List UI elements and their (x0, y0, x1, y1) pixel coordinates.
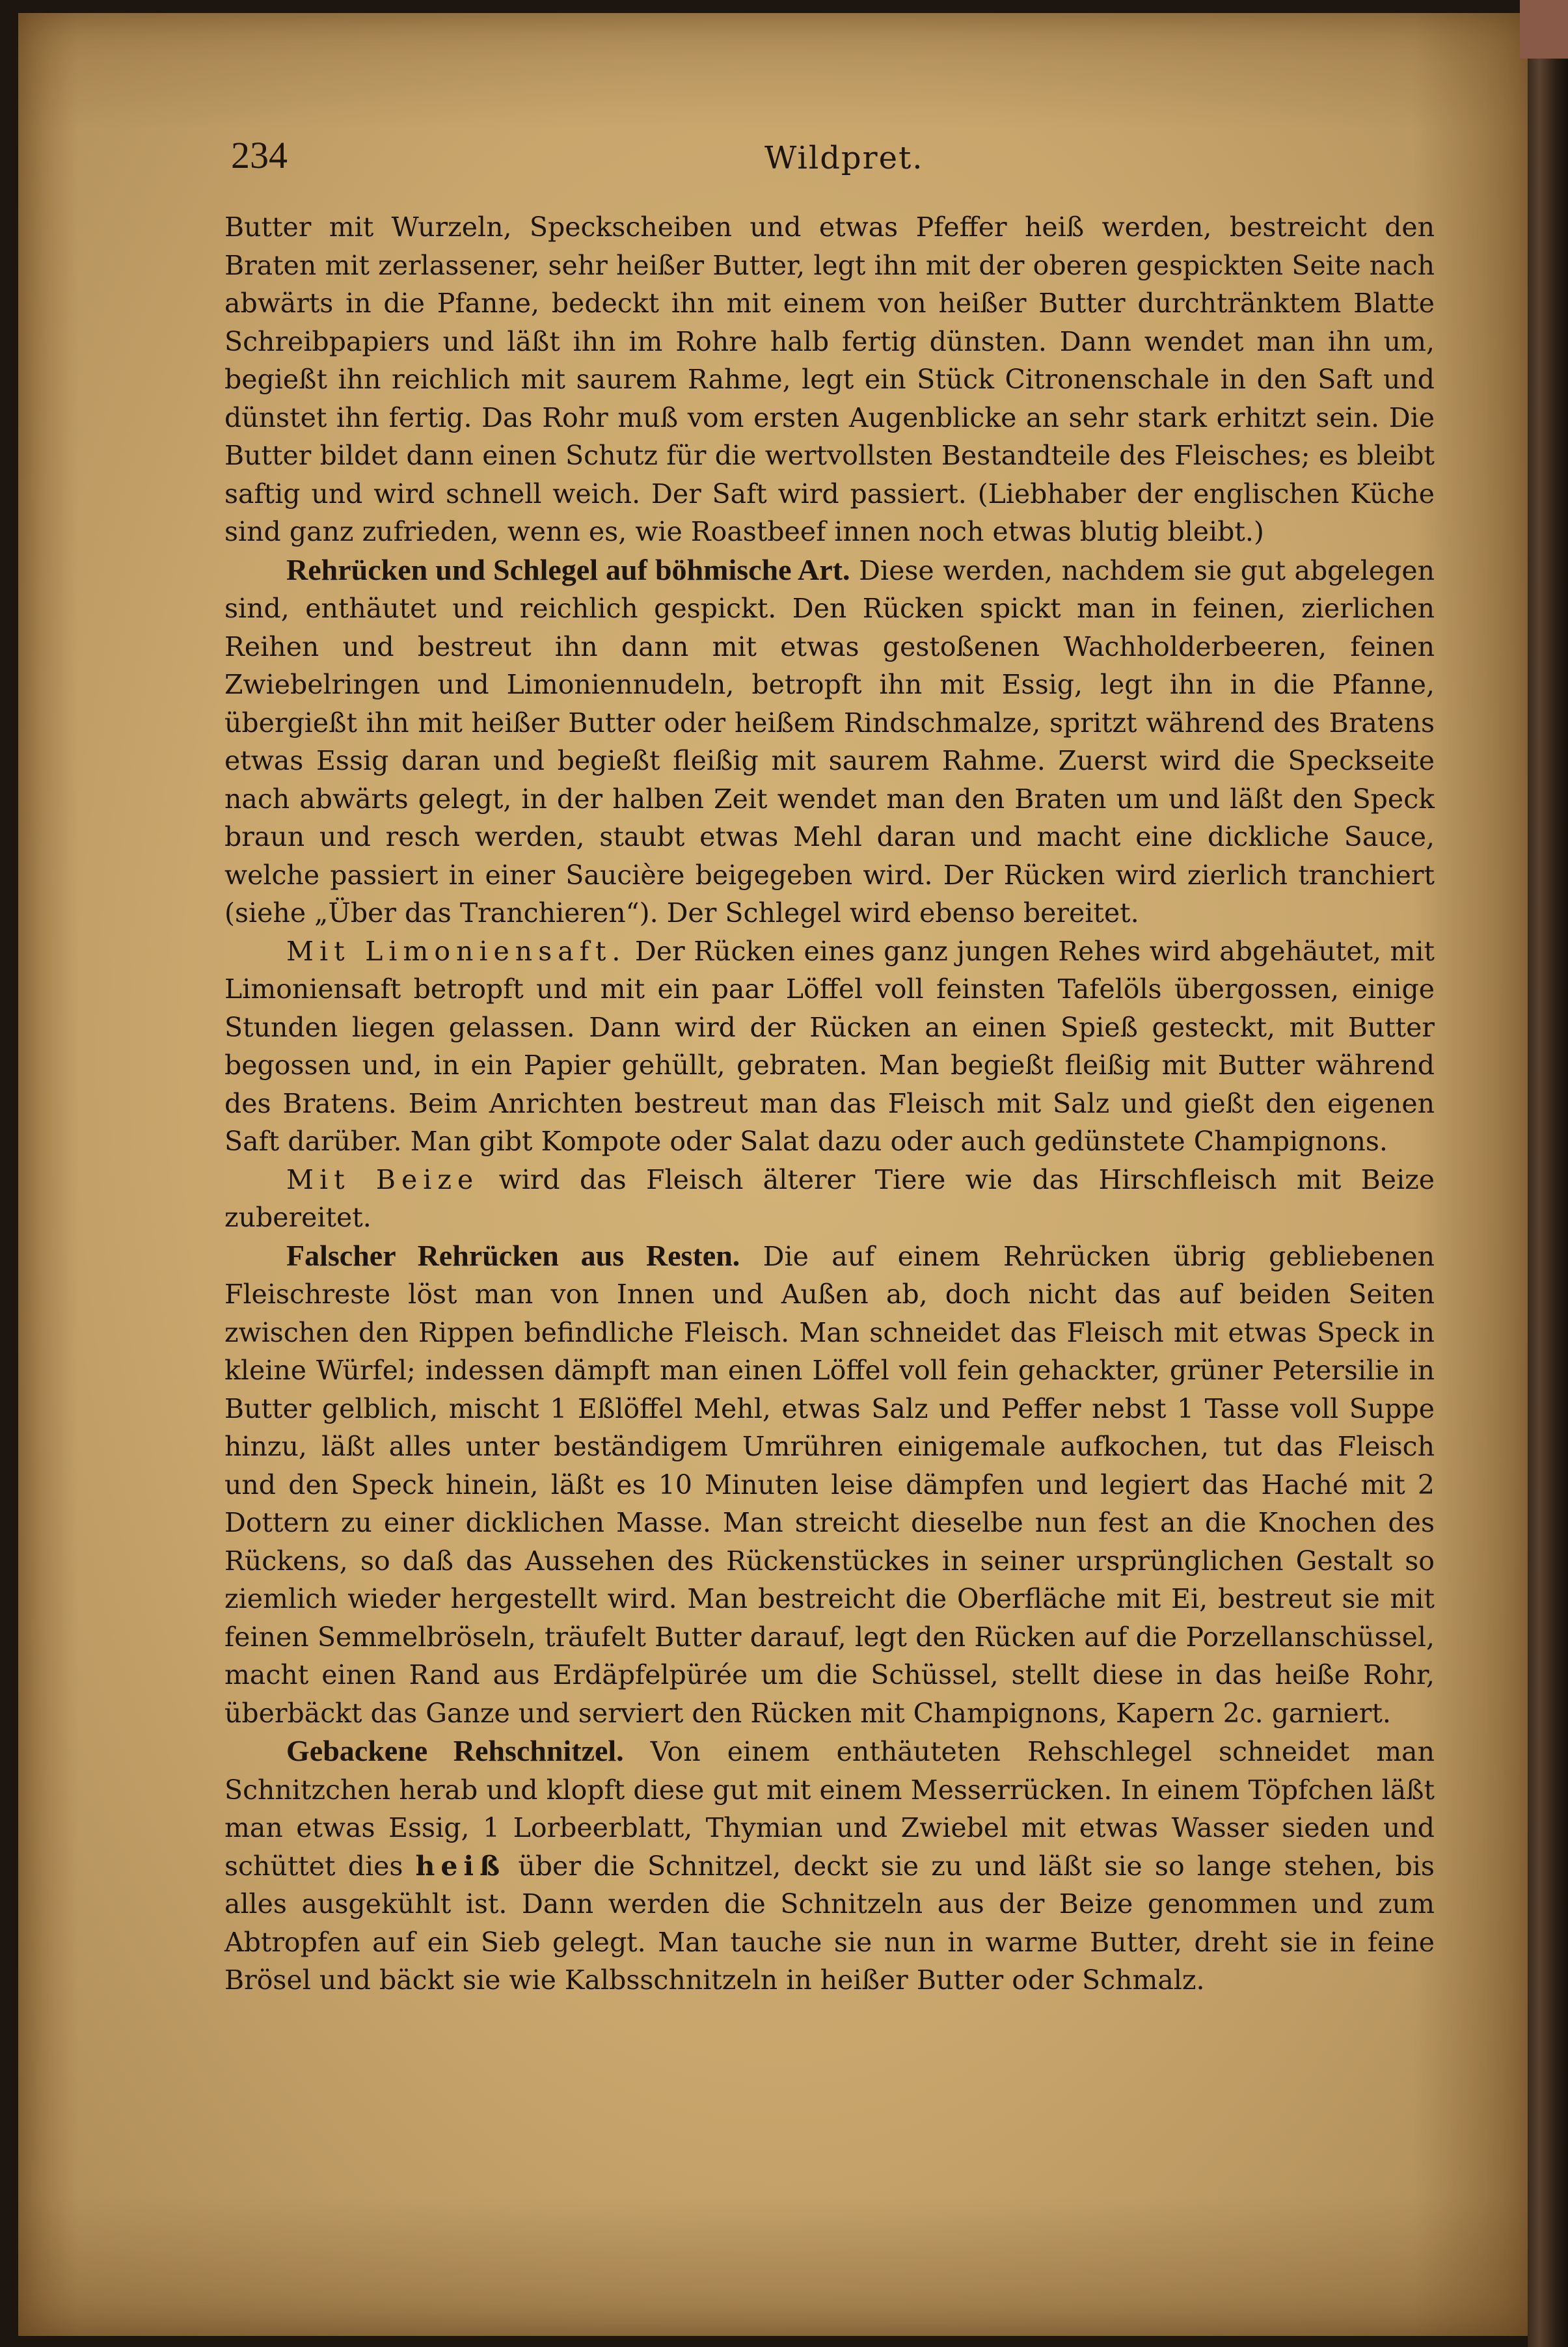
recipe-heading: Gebackene Rehschnitzel. (286, 1734, 624, 1767)
paragraph-text: wird das Fleisch älterer Tiere wie das Hirschfleisch mit Beize zubereitet. (224, 1163, 1435, 1233)
page-number: 234 (231, 134, 288, 176)
paragraph-text: Von einem enthäuteten Rehschlegel schneidet man Schnitzchen herab und klopft diese gut mit einem Messerrücken. In einem Töpfchen läßt man etwas Essig, 1 Lorbeerblatt, Thymian und Zwiebel mit etwas Wasser sieden und schüttet dies (224, 1736, 1435, 1882)
paragraph-beize (224, 1161, 1435, 1237)
recipe-heading: Falscher Rehrücken aus Resten. (286, 1238, 740, 1272)
paragraph-rehschnitzel (224, 1732, 1435, 2000)
paragraph-limoniensaft (224, 932, 1435, 1161)
paragraph-text: über die Schnitzel, deckt sie zu und läßt sie so lange stehen, bis alles ausgekühlt ist. Dann werden die Schnitzeln aus der Beize genommen und zum Abtropfen auf ein Sieb gelegt. Man tauche sie nun in warme Butter, dreht sie in feine Brösel und bäckt sie wie Kalbsschnitzeln in heißer Butter oder Schmalz. (224, 1850, 1435, 1996)
spine-tab (1520, 0, 1568, 59)
recipe-heading: Rehrücken und Schlegel auf böhmische Art. (286, 552, 850, 586)
paragraph-text: Die auf einem Rehrücken übrig gebliebenen Fleischreste löst man von Innen und Außen ab, doch nicht das auf beiden Seiten zwischen den Rippen befindliche Fleisch. Man schneidet das Fleisch mit etwas Speck in kleine Würfel; indessen dämpft man einen Löffel voll fein gehackter, grüner Petersilie in Butter gelblich, mischt 1 Eßlöffel Mehl, etwas Salz und Peffer nebst 1 Tasse voll Suppe hinzu, läßt alles unter beständigem Umrühren einigemale aufkochen, tut das Fleisch und den Speck hinein, läßt es 10 Minuten leise dämpfen und legiert das Haché mit 2 Dottern zu einer dicklichen Masse. Man streicht dieselbe nun fest an die Knochen des Rückens, so daß das Aussehen des Rückenstückes in seiner ursprünglichen Gestalt so ziemlich wieder hergestellt wird. Man bestreicht die Oberfläche mit Ei, bestreut sie mit feinen Semmelbröseln, träufelt Butter darauf, legt den Rücken auf die Porzellanschüssel, macht einen Rand aus Erdäpfelpürée um die Schüssel, stellt diese in das heiße Rohr, überbäckt das Ganze und serviert den Rücken mit Champignons, Kapern 2c. garniert. (224, 1240, 1435, 1729)
body-text (224, 208, 1435, 2000)
book-spine (1528, 0, 1568, 2347)
paragraph-rehruecken-boehmisch (224, 551, 1435, 932)
paragraph-text: Der Rücken eines ganz jungen Rehes wird abgehäutet, mit Limoniensaft betropft und mit ein paar Löffel voll feinsten Tafelöls übergossen, einige Stunden liegen gelassen. Dann wird der Rücken an einen Spieß gesteckt, mit Butter begossen und, in ein Papier gehüllt, gebraten. Man begießt fleißig mit Butter während des Bratens. Beim Anrichten bestreut man das Fleisch mit Salz und gießt den eigenen Saft darüber. Man gibt Kompote oder Salat dazu oder auch gedünstete Champignons. (224, 935, 1435, 1157)
running-title: Wildpret. (764, 140, 924, 176)
paragraph-text: Butter mit Wurzeln, Speckscheiben und etwas Pfeffer heiß werden, bestreicht den Braten mit zerlassener, sehr heißer Butter, legt ihn mit der oberen gespickten Seite nach abwärts in die Pfanne, bedeckt ihn mit einem von heißer Butter durchtränktem Blatte Schreibpapiers und läßt ihn im Rohre halb fertig dünsten. Dann wendet man ihn um, begießt ihn reichlich mit saurem Rahme, legt ein Stück Citronenschale in den Saft und dünstet ihn fertig. Das Rohr muß vom ersten Augenblicke an sehr stark erhitzt sein. Die Butter bildet dann einen Schutz für die wertvollsten Bestandteile des Fleisches; es bleibt saftig und wird schnell weich. Der Saft wird passiert. (Liebhaber der englischen Küche sind ganz zufrieden, wenn es, wie Roastbeef innen noch etwas blutig bleibt.) (224, 211, 1435, 547)
recipe-subheading: Mit Limoniensaft. (286, 935, 627, 967)
paragraph-falscher-rehruecken (224, 1237, 1435, 1733)
page-header (231, 133, 1441, 185)
recipe-subheading: Mit Beize (286, 1163, 480, 1195)
emphasized-word: heiß (415, 1850, 506, 1882)
paragraph-text: Diese werden, nachdem sie gut abgelegen sind, enthäutet und reichlich gespickt. Den Rücken spickt man in feinen, zierlichen Reihen und bestreut ihn dann mit etwas gestoßenen Wachholderbeeren, feinen Zwiebelringen und Limoniennudeln, betropft ihn mit Essig, legt ihn in die Pfanne, übergießt ihn mit heißer Butter oder heißem Rindschmalze, spritzt während des Bratens etwas Essig daran und begießt fleißig mit saurem Rahme. Zuerst wird die Speckseite nach abwärts gelegt, in der halben Zeit wendet man den Braten um und läßt den Speck braun und resch werden, staubt etwas Mehl daran und macht eine dickliche Sauce, welche passiert in einer Saucière beigegeben wird. Der Rücken wird zierlich tranchiert (siehe „Über das Tranchieren“). Der Schlegel wird ebenso bereitet. (224, 554, 1435, 929)
paragraph-continuation (224, 208, 1435, 551)
